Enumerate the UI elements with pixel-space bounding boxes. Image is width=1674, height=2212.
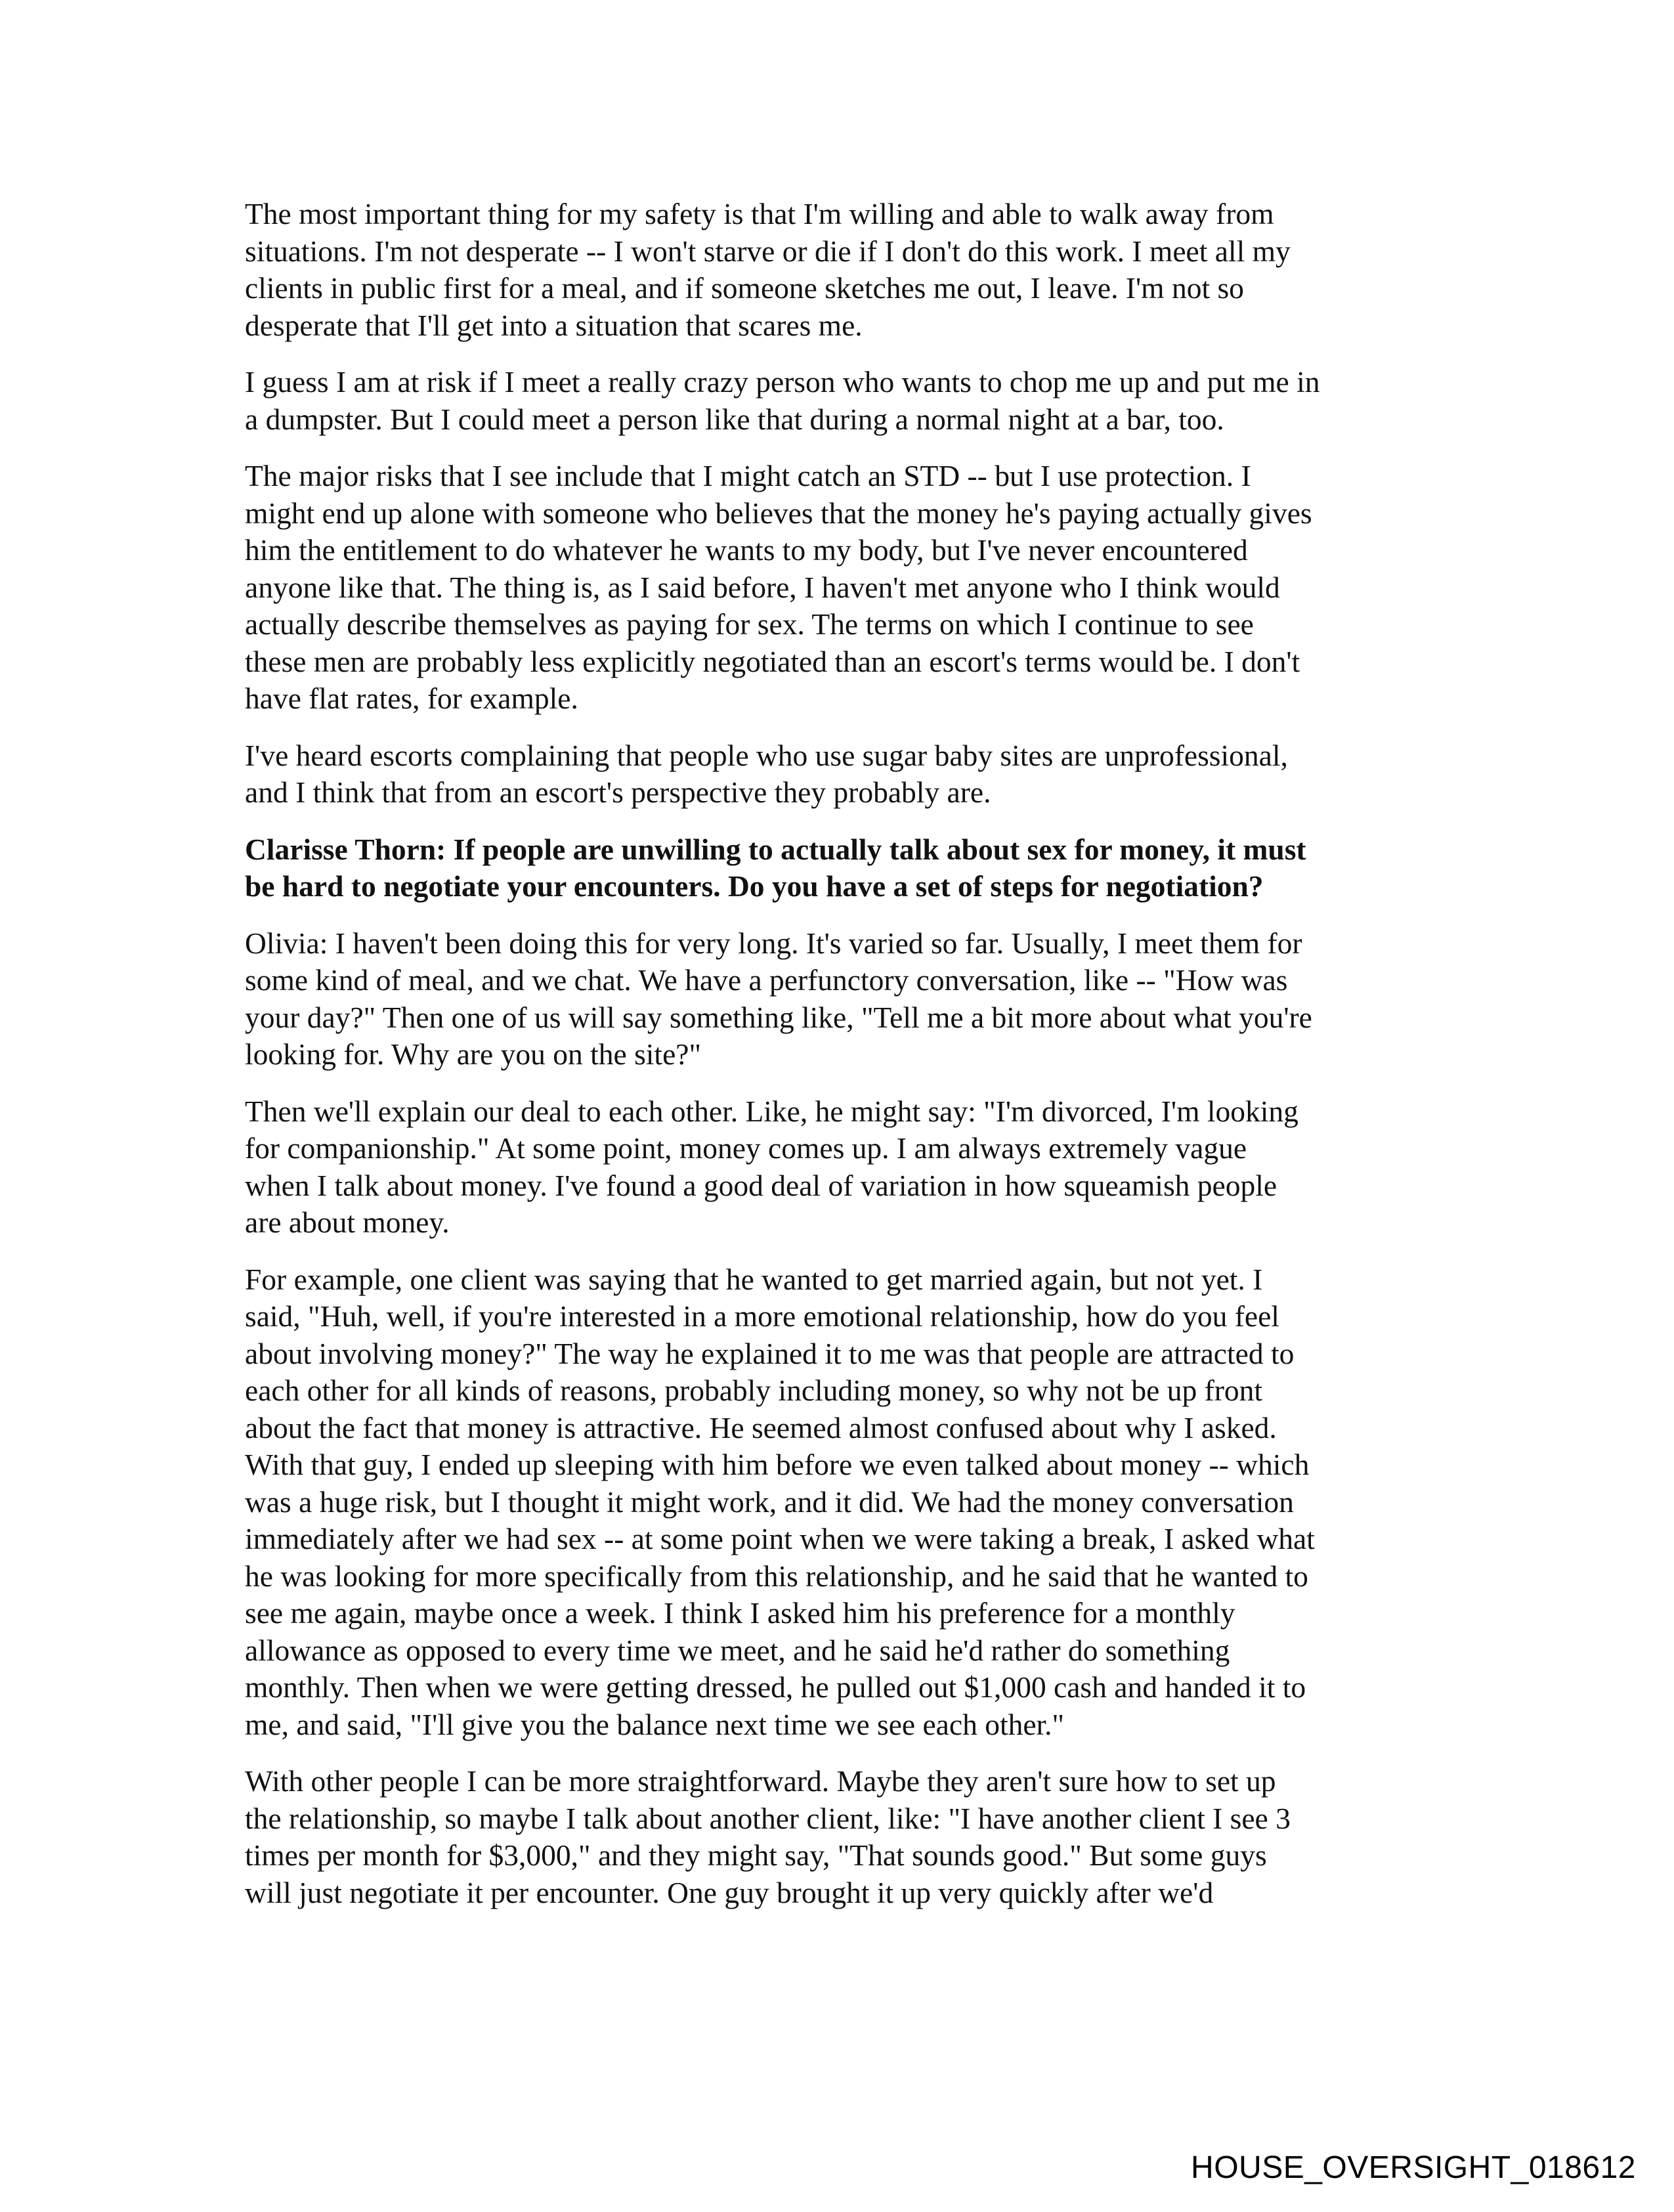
paragraph-olivia-answer: Olivia: I haven't been doing this for very long. It's varied so far. Usually, I meet them for some kind of meal, and we chat. We have a perfunctory conversation, like -- "How was your day?" Then one of us will say something like, "Tell me a bit more about what you're looking for. Why are you on the site?" [245,926,1312,1071]
document-body [245,196,1420,1931]
paragraph-escorts: I've heard escorts complaining that people who use sugar baby sites are unprofessional, and I think that from an escort's perspective they probably are. [245,738,1288,809]
paragraph-safety: The most important thing for my safety is that I'm willing and able to walk away from situations. I'm not desperate -- I won't starve or die if I don't do this work. I meet all my clients in public first for a meal, and if someone sketches me out, I leave. I'm not so desperate that I'll get into a situation that scares me. [245,197,1291,342]
paragraph-risk: I guess I am at risk if I meet a really crazy person who wants to chop me up and put me in a dumpster. But I could meet a person like that during a normal night at a bar, too. [245,365,1320,436]
paragraph-example: For example, one client was saying that he wanted to get married again, but not yet. I said, "Huh, well, if you're interested in a more emotional relationship, how do you feel about involving money?" The way he explained it to me was that people are attracted to each other for all kinds of reasons, probably including money, so why not be up front about the fact that money is attractive. He seemed almost confused about why I asked. With that guy, I ended up sleeping with him before we even talked about money -- which was a huge risk, but I thought it might work, and it did. We had the money conversation immediately after we had sex -- at some point when we were taking a break, I asked what he was looking for more specifically from this relationship, and he said that he wanted to see me again, maybe once a week. I think I asked him his preference for a monthly allowance as opposed to every time we meet, and he said he'd rather do something monthly. Then when we were getting dressed, he pulled out $1,000 cash and handed it to me, and said, "I'll give you the balance next time we see each other." [245,1262,1315,1741]
paragraph-major-risks: The major risks that I see include that I might catch an STD -- but I use protection. I might end up alone with someone who believes that the money he's paying actually gives him the entitlement to do whatever he wants to my body, but I've never encountered anyone like that. The thing is, as I said before, I haven't met anyone who I think would actually describe themselves as paying for sex. The terms on which I continue to see these men are probably less explicitly negotiated than an escort's terms would be. I don't have flat rates, for example. [245,459,1312,715]
paragraph-straightforward: With other people I can be more straightforward. Maybe they aren't sure how to set up the relationship, so maybe I talk about another client, like: "I have another client I see 3 times per month for $3,000," and they might say, "That sounds good." But some guys will just negotiate it per encounter. One guy brought it up very quickly after we'd [245,1764,1291,1909]
bates-number: HOUSE_OVERSIGHT_018612 [1191,2150,1636,2185]
paragraph-deal: Then we'll explain our deal to each other. Like, he might say: "I'm divorced, I'm looking for companionship." At some point, money comes up. I am always extremely vague when I talk about money. I've found a good deal of variation in how squeamish people are about money. [245,1094,1298,1239]
interview-question: Clarisse Thorn: If people are unwilling to actually talk about sex for money, it must be hard to negotiate your encounters. Do you have a set of steps for negotiation? [245,832,1306,903]
